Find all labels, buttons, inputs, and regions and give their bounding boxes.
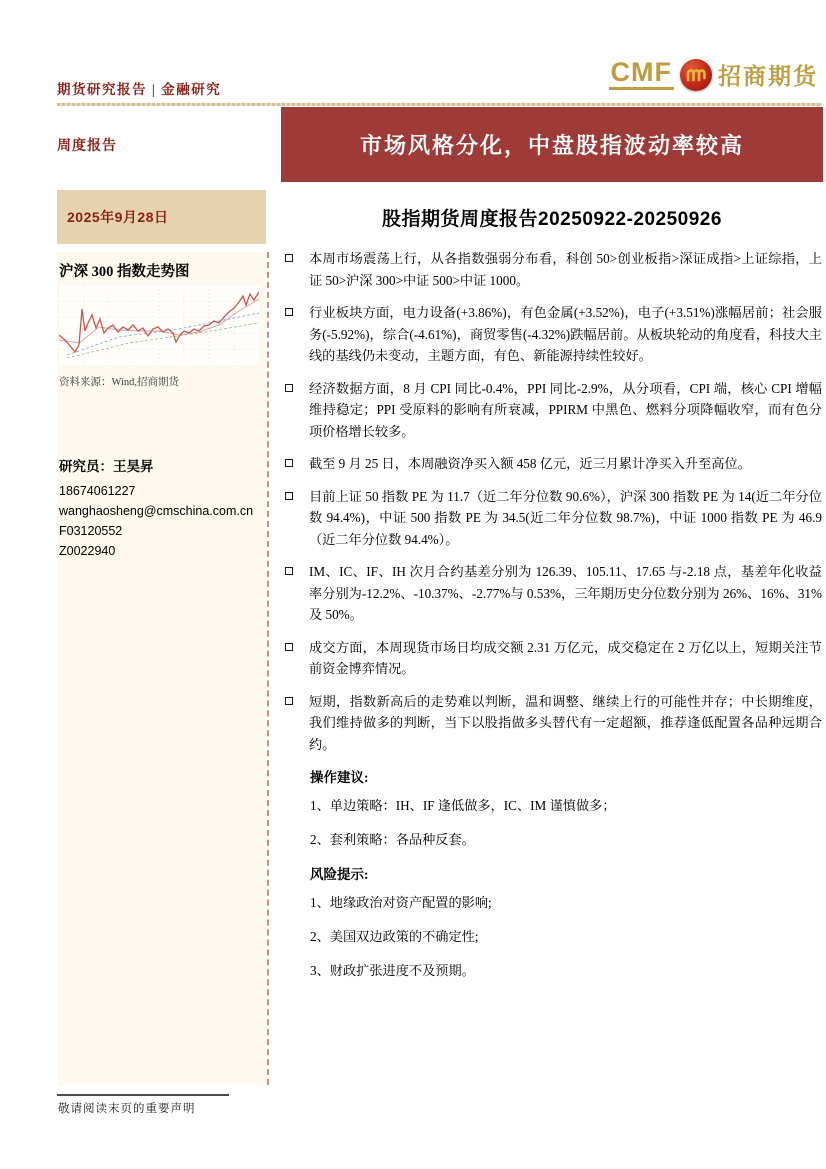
bullet-text: 截至 9 月 25 日，本周融资净买入额 458 亿元，近三月累计净买入升至高位。	[309, 456, 751, 471]
advice-item: 1、单边策略：IH、IF 逢低做多，IC、IM 谨慎做多；	[310, 798, 616, 813]
cmf-logo-text: CMF	[609, 59, 674, 90]
report-title: 市场风格分化，中盘股指波动率较高	[359, 133, 744, 158]
summary-bullet	[281, 637, 822, 680]
advice-heading: 操作建议:	[310, 770, 369, 785]
square-bullet-icon	[285, 697, 293, 705]
csi300-trend-chart	[59, 285, 259, 365]
date-box	[57, 190, 266, 244]
square-bullet-icon	[285, 254, 293, 262]
summary-bullet	[281, 453, 822, 475]
footer-disclaimer: 敬请阅读末页的重要声明	[58, 1103, 196, 1115]
cms-globe-icon	[680, 59, 712, 91]
researcher-block	[59, 455, 259, 561]
summary-bullet	[281, 248, 822, 291]
chart-source: 资料来源：Wind,招商期货	[59, 377, 180, 388]
risk-item: 3、财政扩张进度不及预期。	[310, 963, 475, 978]
advice-item: 2、套利策略：各品种反套。	[310, 832, 475, 847]
summary-bullet	[281, 378, 822, 443]
summary-bullet	[281, 486, 822, 551]
advice-section	[310, 766, 822, 981]
square-bullet-icon	[285, 384, 293, 392]
risk-item: 2、美国双边政策的不确定性;	[310, 929, 479, 944]
bullet-text: 成交方面，本周现货市场日均成交额 2.31 万亿元，成交稳定在 2 万亿以上，短期关注节前资金博弈情况。	[309, 639, 822, 676]
researcher-email: wanghaosheng@cmschina.com.cn	[59, 504, 254, 518]
company-logo	[609, 58, 818, 91]
bullet-text: 短期，指数新高后的走势难以判断，温和调整、继续上行的可能性并存；中长期维度，我们维持做多的判断，当下以股指做多头替代有一定超额，推荐逢低配置各品种远期合约。	[309, 693, 822, 752]
summary-bullet	[281, 302, 822, 367]
main-content	[281, 248, 822, 994]
researcher-name: 研究员：王昊昇	[59, 459, 154, 474]
triple-arch-icon	[684, 63, 708, 87]
bullet-text: 行业板块方面，电力设备(+3.86%)，有色金属(+3.52%)，电子(+3.51%)涨幅居前；社会服务(-5.92%)，综合(-4.61%)，商贸零售(-4.32%)跌幅居前。从板块轮动的角度看，科技大主线的基线仍未变动，主题方面，有色、新能源持续性较好。	[309, 305, 822, 363]
researcher-cert-1: F03120552	[59, 524, 123, 538]
footer-divider	[57, 1094, 229, 1096]
header-divider	[57, 103, 822, 106]
summary-bullet	[281, 691, 822, 756]
sidebar	[57, 252, 269, 1085]
risk-heading: 风险提示:	[310, 867, 369, 882]
summary-bullet	[281, 561, 822, 626]
report-type-label: 周度报告	[57, 139, 117, 154]
square-bullet-icon	[285, 459, 293, 467]
chart-title: 沪深 300 指数走势图	[59, 264, 190, 280]
report-subtitle: 股指期货周度报告20250922-20250926	[382, 208, 722, 230]
square-bullet-icon	[285, 567, 293, 575]
square-bullet-icon	[285, 643, 293, 651]
masthead-category: 期货研究报告 | 金融研究	[57, 82, 222, 97]
square-bullet-icon	[285, 492, 293, 500]
bullet-text: 本周市场震荡上行，从各指数强弱分布看，科创 50>创业板指>深证成指>上证综指，上证 50>沪深 300>中证 500>中证 1000。	[309, 251, 822, 288]
square-bullet-icon	[285, 308, 293, 316]
risk-item: 1、地缘政治对资产配置的影响;	[310, 895, 492, 910]
bullet-text: IM、IC、IF、IH 次月合约基差分别为 126.39、105.11、17.65 与-2.18 点，基差年化收益率分别为-12.2%、-10.37%、-2.77%与 0.53%，三年期历史分位数分别为 26%、16%、31%及 50%。	[309, 564, 822, 622]
researcher-phone: 18674061227	[59, 484, 136, 498]
report-date: 2025年9月28日	[67, 209, 169, 225]
bullet-text: 经济数据方面，8 月 CPI 同比-0.4%，PPI 同比-2.9%，从分项看，CPI 端，核心 CPI 增幅维持稳定；PPI 受原料的影响有所衰减，PPIRM 中黑色、燃料分项降幅收窄，而有色分项价格增长较多。	[309, 380, 822, 439]
researcher-cert-2: Z0022940	[59, 544, 116, 558]
bullet-text: 目前上证 50 指数 PE 为 11.7（近二年分位数 90.6%），沪深 300 指数 PE 为 14(近二年分位数 94.4%)，中证 500 指数 PE 为 34.5(近二年分位数 98.7%)，中证 1000 指数 PE 为 46.9（近二年分位数 94.4%）。	[309, 488, 822, 547]
brand-name: 招商期货	[718, 64, 818, 89]
title-banner	[281, 107, 823, 182]
